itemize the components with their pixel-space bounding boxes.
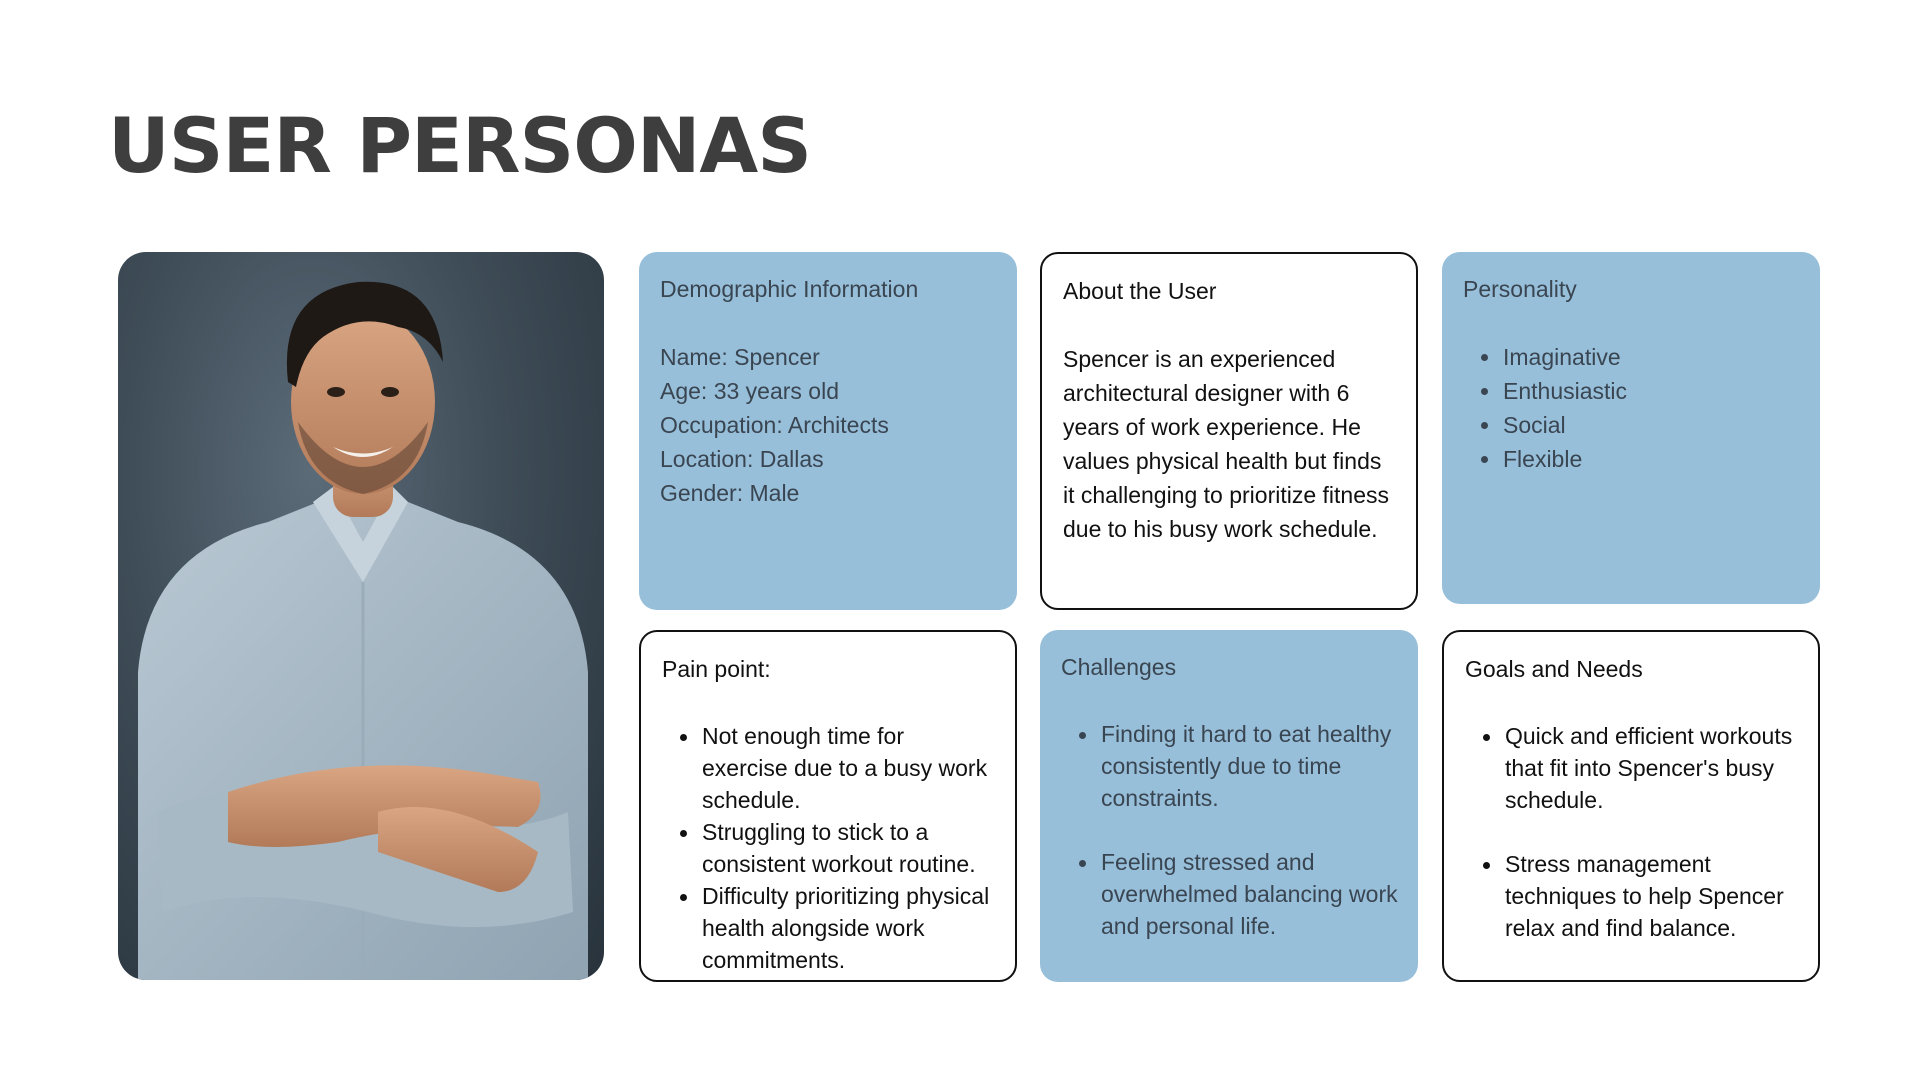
challenges-title: Challenges — [1061, 654, 1177, 680]
demographic-location: Location: Dallas — [660, 446, 824, 472]
list-item: Struggling to stick to a consistent workout routine. — [662, 816, 995, 880]
list-item: Imaginative — [1463, 340, 1800, 374]
pain-point-card — [639, 630, 1017, 982]
demographic-occupation: Occupation: Architects — [660, 412, 889, 438]
list-item: Enthusiastic — [1463, 374, 1800, 408]
goals-card — [1442, 630, 1820, 982]
demographic-gender: Gender: Male — [660, 480, 800, 506]
list-item: Not enough time for exercise due to a busy work schedule. — [662, 720, 995, 816]
personality-title: Personality — [1463, 276, 1577, 302]
personality-card — [1442, 252, 1820, 604]
list-item: Feeling stressed and overwhelmed balancing work and personal life. — [1061, 846, 1398, 942]
page-title: USER PERSONAS — [108, 101, 811, 190]
list-item: Stress management techniques to help Spencer relax and find balance. — [1465, 848, 1798, 944]
about-text: Spencer is an experienced architectural designer with 6 years of work experience. He values physical health but finds it challenging to prioritize fitness due to his busy work schedule. — [1063, 346, 1389, 542]
challenges-card — [1040, 630, 1418, 982]
list-item: Finding it hard to eat healthy consistently due to time constraints. — [1061, 718, 1398, 814]
demographic-name: Name: Spencer — [660, 344, 820, 370]
about-title: About the User — [1063, 278, 1217, 304]
list-item: Difficulty prioritizing physical health alongside work commitments. — [662, 880, 995, 976]
goals-list — [1465, 720, 1798, 944]
personality-list — [1463, 340, 1800, 476]
list-item: Social — [1463, 408, 1800, 442]
demographic-title: Demographic Information — [660, 276, 919, 302]
about-card — [1040, 252, 1418, 610]
list-item: Flexible — [1463, 442, 1800, 476]
goals-title: Goals and Needs — [1465, 656, 1643, 682]
challenges-list — [1061, 718, 1398, 942]
demographic-card — [639, 252, 1017, 610]
demographic-age: Age: 33 years old — [660, 378, 840, 404]
pain-point-title: Pain point: — [662, 656, 771, 682]
persona-photo — [118, 252, 604, 980]
list-item: Quick and efficient workouts that fit into Spencer's busy schedule. — [1465, 720, 1798, 816]
pain-point-list — [662, 720, 995, 976]
